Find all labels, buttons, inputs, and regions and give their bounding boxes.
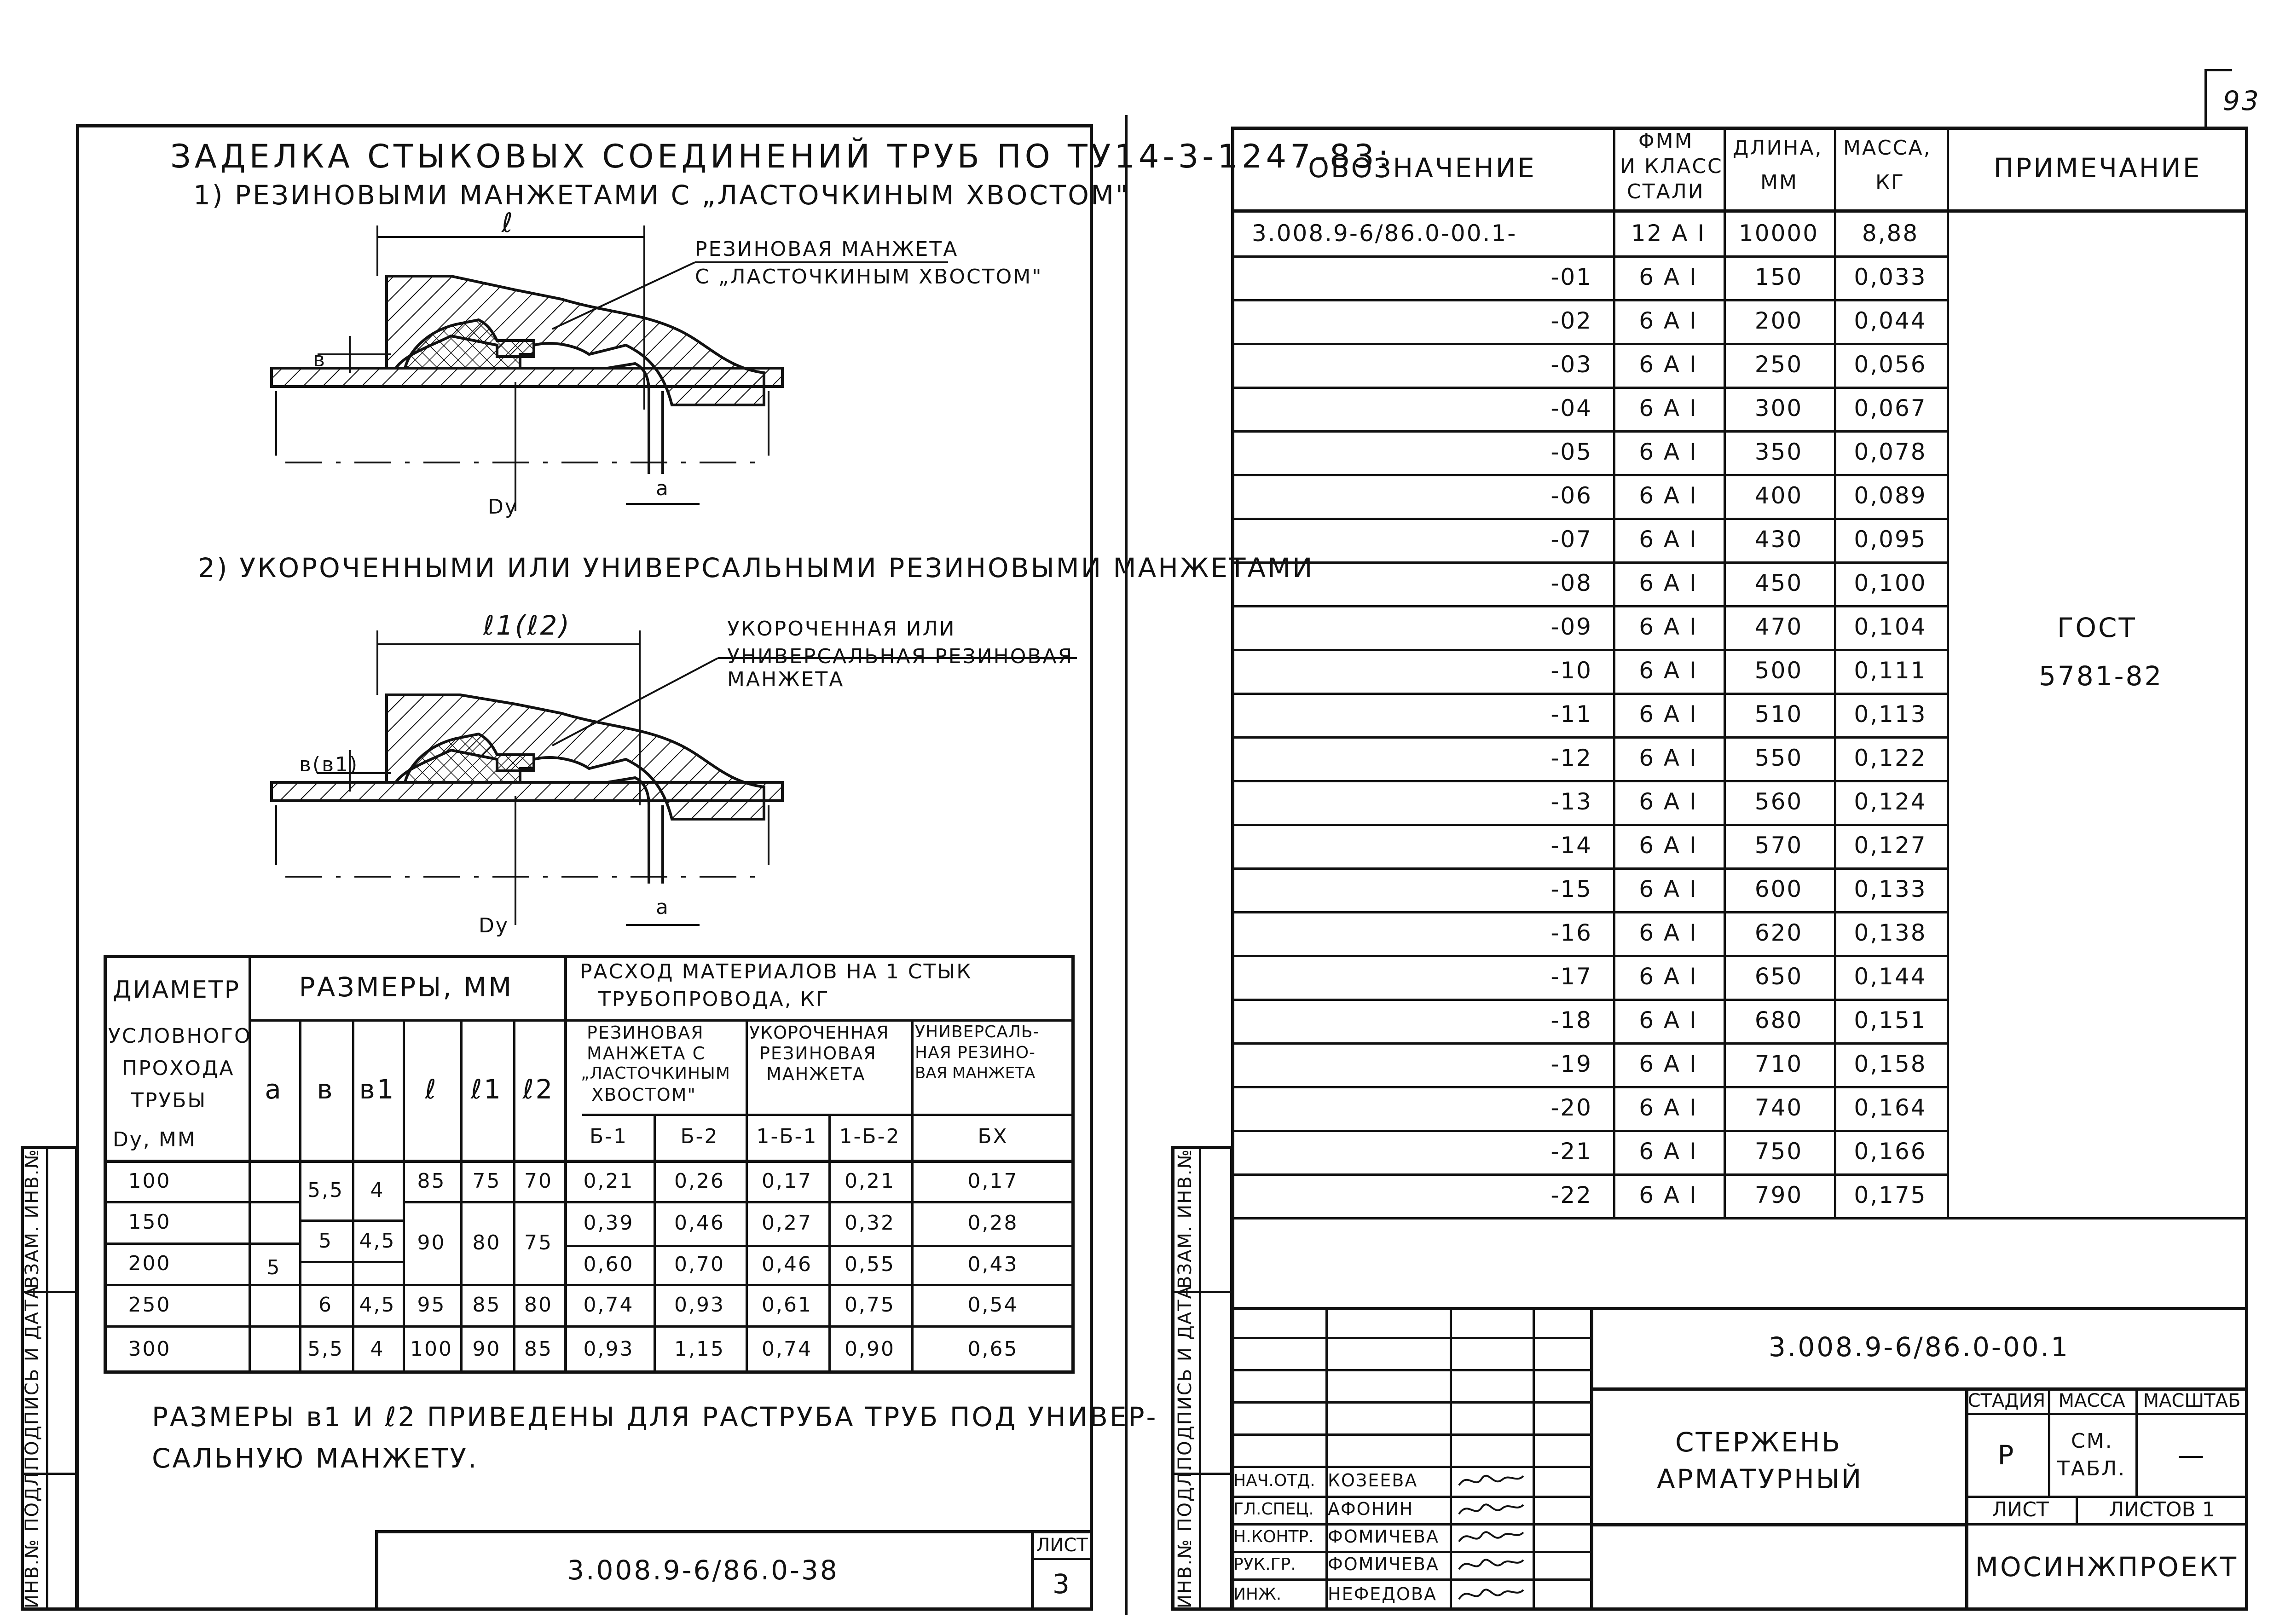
td-length: 750 xyxy=(1754,1138,1803,1165)
stage-value: Р xyxy=(1997,1439,2016,1471)
fig1-dim-dy: Dу xyxy=(488,495,518,519)
td-designation: -04 xyxy=(1550,395,1592,422)
td-designation: -03 xyxy=(1550,351,1592,378)
td-length: 350 xyxy=(1754,439,1803,466)
td-designation: -14 xyxy=(1550,832,1592,859)
th-diameter-3: СТАЛИ xyxy=(1627,180,1705,203)
td-bx: 0,28 xyxy=(967,1211,1018,1235)
staff-name: КОЗЕЕВА xyxy=(1328,1470,1418,1491)
td-designation: -15 xyxy=(1550,876,1592,903)
th-mat-1b2: 1-Б-2 xyxy=(839,1124,901,1148)
th-note: ПРИМЕЧАНИЕ xyxy=(1993,152,2202,184)
td-diameter-class: 6 A I xyxy=(1639,1007,1698,1034)
td-mass: 0,164 xyxy=(1854,1094,1927,1121)
fig1-callout-1: РЕЗИНОВАЯ МАНЖЕТА xyxy=(695,237,959,261)
td-designation: -17 xyxy=(1550,963,1592,990)
td-mass: 0,124 xyxy=(1854,788,1927,815)
td-l: 95 xyxy=(417,1293,446,1317)
th-mat-b2: Б-2 xyxy=(680,1124,719,1148)
td-b-1: 0,21 xyxy=(583,1169,634,1193)
signature xyxy=(1450,1578,1533,1611)
fig2-callout-2: УНИВЕРСАЛЬНАЯ РЕЗИНОВАЯ xyxy=(727,645,1074,668)
staff-role: ИНЖ. xyxy=(1233,1585,1282,1604)
td-diam: 100 xyxy=(128,1169,171,1193)
title-name-1: СТЕРЖЕНЬ xyxy=(1675,1427,1842,1458)
td-diameter-class: 6 A I xyxy=(1639,1138,1698,1165)
td-1b-2: 0,75 xyxy=(845,1293,895,1317)
td-diameter-class: 6 A I xyxy=(1639,1182,1698,1209)
td-diameter-class: 6 A I xyxy=(1639,570,1698,597)
td-mass: 0,089 xyxy=(1854,482,1927,509)
td-b-1: 0,93 xyxy=(583,1337,634,1361)
td-bx: 0,54 xyxy=(967,1293,1018,1317)
td-mass: 8,88 xyxy=(1862,220,1919,247)
td-diam: 150 xyxy=(128,1210,171,1234)
fig2-callout-1: УКОРОЧЕННАЯ ИЛИ xyxy=(727,617,956,641)
fig2-dim-a: a xyxy=(656,896,670,919)
td-l2: 80 xyxy=(524,1293,553,1317)
title-name-2: АРМАТУРНЫЙ xyxy=(1657,1463,1863,1495)
td-length: 430 xyxy=(1754,526,1803,553)
td-mass: 0,175 xyxy=(1854,1182,1927,1209)
th-group2-1: УКОРОЧЕННАЯ xyxy=(749,1023,889,1043)
td-1b-1: 0,61 xyxy=(762,1293,812,1317)
td-diameter-class: 6 A I xyxy=(1639,963,1698,990)
td-b: 5 xyxy=(318,1229,333,1253)
left-title: ЗАДЕЛКА СТЫКОВЫХ СОЕДИНЕНИЙ ТРУБ ПО ТУ14-3-1247-83: xyxy=(170,138,1393,175)
fig2-callout-3: МАНЖЕТА xyxy=(727,668,845,691)
td-mass: 0,133 xyxy=(1854,876,1927,903)
th-group1-3: „ЛАСТОЧКИНЫМ xyxy=(581,1064,730,1083)
td-l: 85 xyxy=(417,1169,446,1193)
th-diam-2: УСЛОВНОГО xyxy=(108,1024,252,1048)
td-diameter-class: 6 A I xyxy=(1639,526,1698,553)
signature xyxy=(1450,1496,1533,1523)
td-diameter-class: 6 A I xyxy=(1639,613,1698,641)
th-length-2: ММ xyxy=(1760,171,1798,194)
td-l: 90 xyxy=(417,1231,446,1254)
td-diameter-class: 6 A I xyxy=(1639,439,1698,466)
td-1b-1: 0,46 xyxy=(762,1253,812,1277)
th-designation: ОБОЗНАЧЕНИЕ xyxy=(1308,152,1536,184)
td-designation: -07 xyxy=(1550,526,1592,553)
td-l: 100 xyxy=(410,1337,453,1361)
td-mass: 0,056 xyxy=(1854,351,1927,378)
td-diameter-class: 6 A I xyxy=(1639,482,1698,509)
td-diameter-class: 6 A I xyxy=(1639,351,1698,378)
th-col-b1: в1 xyxy=(359,1074,396,1105)
td-mass: 0,127 xyxy=(1854,832,1927,859)
note-gost-1: ГОСТ xyxy=(2057,612,2137,643)
th-col-l2: ℓ2 xyxy=(522,1074,555,1105)
signature xyxy=(1450,1523,1533,1551)
td-b-2: 1,15 xyxy=(674,1337,725,1361)
staff-name: АФОНИН xyxy=(1328,1499,1414,1520)
td-length: 200 xyxy=(1754,307,1803,335)
td-length: 450 xyxy=(1754,570,1803,597)
td-diameter-class: 6 A I xyxy=(1639,395,1698,422)
th-col-b: в xyxy=(317,1074,335,1105)
td-length: 510 xyxy=(1754,701,1803,728)
th-length-1: ДЛИНА, xyxy=(1733,136,1823,160)
td-1b-2: 0,55 xyxy=(845,1253,895,1277)
th-group2-3: МАНЖЕТА xyxy=(766,1064,866,1084)
td-b-1: 0,39 xyxy=(583,1211,634,1235)
td-diameter-class: 6 A I xyxy=(1639,919,1698,947)
td-length: 500 xyxy=(1754,657,1803,684)
td-length: 620 xyxy=(1754,919,1803,947)
td-diameter-class: 6 A I xyxy=(1639,701,1698,728)
td-1b-1: 0,27 xyxy=(762,1211,812,1235)
td-designation: -19 xyxy=(1550,1051,1592,1078)
fig1-dim-b: в xyxy=(313,348,326,371)
note-line-1: РАЗМЕРЫ в1 И ℓ2 ПРИВЕДЕНЫ ДЛЯ РАСТРУБА ТРУБ ПОД УНИВЕР- xyxy=(152,1401,1158,1433)
td-length: 250 xyxy=(1754,351,1803,378)
td-diameter-class: 6 A I xyxy=(1639,1094,1698,1121)
th-group1-1: РЕЗИНОВАЯ xyxy=(587,1023,704,1043)
fig2-dim-l: ℓ1(ℓ2) xyxy=(483,610,571,641)
td-l1: 85 xyxy=(472,1293,501,1317)
td-designation: -02 xyxy=(1550,307,1592,335)
td-l1: 75 xyxy=(472,1169,501,1193)
note-gost-2: 5781-82 xyxy=(2039,660,2164,692)
td-designation: -08 xyxy=(1550,570,1592,597)
td-mass: 0,166 xyxy=(1854,1138,1927,1165)
th-col-l: ℓ xyxy=(425,1074,438,1105)
td-length: 680 xyxy=(1754,1007,1803,1034)
td-designation: 3.008.9-6/86.0-00.1- xyxy=(1252,220,1517,247)
mass-label: МАССА xyxy=(2058,1390,2125,1411)
td-length: 10000 xyxy=(1738,220,1819,247)
td-length: 600 xyxy=(1754,876,1803,903)
left-subtitle-1: 1) РЕЗИНОВЫМИ МАНЖЕТАМИ С „ЛАСТОЧКИНЫМ ХВОСТОМ" xyxy=(193,179,1130,211)
td-designation: -13 xyxy=(1550,788,1592,815)
th-diameter-1: ΦММ xyxy=(1638,129,1694,153)
td-length: 560 xyxy=(1754,788,1803,815)
td-b-2: 0,70 xyxy=(674,1253,725,1277)
td-mass: 0,095 xyxy=(1854,526,1927,553)
td-bx: 0,17 xyxy=(967,1169,1018,1193)
td-diameter-class: 12 A I xyxy=(1631,220,1706,247)
th-diam-3: ПРОХОДА xyxy=(122,1057,235,1080)
td-diameter-class: 6 A I xyxy=(1639,307,1698,335)
td-designation: -11 xyxy=(1550,701,1592,728)
td-length: 400 xyxy=(1754,482,1803,509)
page-number: 93 xyxy=(2223,85,2261,116)
td-mass: 0,138 xyxy=(1854,919,1927,947)
td-length: 790 xyxy=(1754,1182,1803,1209)
td-designation: -18 xyxy=(1550,1007,1592,1034)
td-1b-2: 0,90 xyxy=(845,1337,895,1361)
td-designation: -16 xyxy=(1550,919,1592,947)
td-mass: 0,033 xyxy=(1854,264,1927,291)
fig2-dim-dy: Dу xyxy=(479,914,509,937)
th-group3-1: УНИВЕРСАЛЬ- xyxy=(915,1023,1040,1041)
th-consumption-2: ТРУБОПРОВОДА, КГ xyxy=(598,988,830,1011)
title-doc-code: 3.008.9-6/86.0-00.1 xyxy=(1769,1331,2070,1363)
td-mass: 0,044 xyxy=(1854,307,1927,335)
td-b: 5,5 xyxy=(307,1179,344,1202)
td-mass: 0,100 xyxy=(1854,570,1927,597)
td-length: 740 xyxy=(1754,1094,1803,1121)
td-designation: -22 xyxy=(1550,1182,1592,1209)
th-group1-4: ХВОСТОМ" xyxy=(591,1085,696,1105)
signature xyxy=(1450,1466,1533,1496)
td-a: 5 xyxy=(266,1255,281,1279)
staff-name: ФОМИЧЕВА xyxy=(1328,1526,1439,1547)
td-b: 5,5 xyxy=(307,1337,344,1361)
th-sizes: РАЗМЕРЫ, ММ xyxy=(299,971,514,1003)
td-1b-1: 0,74 xyxy=(762,1337,812,1361)
td-designation: -12 xyxy=(1550,745,1592,772)
td-diameter-class: 6 A I xyxy=(1639,1051,1698,1078)
td-length: 570 xyxy=(1754,832,1803,859)
th-consumption: РАСХОД МАТЕРИАЛОВ НА 1 СТЫК xyxy=(580,960,972,983)
td-l1: 90 xyxy=(472,1337,501,1361)
th-col-l1: ℓ1 xyxy=(471,1074,503,1105)
th-diam-5: Dу, ММ xyxy=(113,1128,197,1151)
td-diameter-class: 6 A I xyxy=(1639,876,1698,903)
td-bx: 0,43 xyxy=(967,1253,1018,1277)
td-diameter-class: 6 A I xyxy=(1639,832,1698,859)
td-length: 550 xyxy=(1754,745,1803,772)
th-mat-bx: БХ xyxy=(978,1124,1008,1148)
side-label-inv: ИНВ.№ ПОДЛ. xyxy=(1174,1464,1196,1608)
td-designation: -10 xyxy=(1550,657,1592,684)
td-diameter-class: 6 A I xyxy=(1639,264,1698,291)
th-col-a: a xyxy=(265,1074,283,1105)
th-group3-3: ВАЯ МАНЖЕТА xyxy=(915,1064,1036,1082)
td-b-2: 0,26 xyxy=(674,1169,725,1193)
td-b: 6 xyxy=(318,1293,333,1317)
organization: МОСИНЖПРОЕКТ xyxy=(1975,1551,2239,1583)
td-b1: 4 xyxy=(370,1337,385,1361)
th-group1-2: МАНЖЕТА С xyxy=(587,1043,706,1063)
fig1-dim-a: a xyxy=(656,477,670,500)
td-designation: -09 xyxy=(1550,613,1592,641)
td-mass: 0,111 xyxy=(1854,657,1927,684)
td-l2: 75 xyxy=(524,1231,553,1254)
sheet-label: ЛИСТ xyxy=(1036,1534,1088,1556)
th-mat-1b1: 1-Б-1 xyxy=(756,1124,818,1148)
td-bx: 0,65 xyxy=(967,1337,1018,1361)
td-mass: 0,113 xyxy=(1854,701,1927,728)
staff-role: РУК.ГР. xyxy=(1233,1555,1296,1574)
td-mass: 0,144 xyxy=(1854,963,1927,990)
td-1b-2: 0,32 xyxy=(845,1211,895,1235)
td-b-1: 0,74 xyxy=(583,1293,634,1317)
figure-1-dovetail-joint xyxy=(258,216,1086,538)
staff-role: Н.КОНТР. xyxy=(1233,1527,1314,1547)
td-b1: 4 xyxy=(370,1179,385,1202)
td-length: 710 xyxy=(1754,1051,1803,1078)
th-mass-1: МАССА, xyxy=(1843,136,1932,160)
td-designation: -21 xyxy=(1550,1138,1592,1165)
sheet-number: 3 xyxy=(1053,1568,1071,1600)
fig2-dim-b: в(в1) xyxy=(299,753,359,776)
side-label-vzam: ВЗАМ. ИНВ.№ xyxy=(22,1148,43,1289)
td-l2: 85 xyxy=(524,1337,553,1361)
td-1b-1: 0,17 xyxy=(762,1169,812,1193)
th-diam-4: ТРУБЫ xyxy=(131,1089,207,1112)
td-mass: 0,158 xyxy=(1854,1051,1927,1078)
left-doc-code: 3.008.9-6/86.0-38 xyxy=(567,1555,839,1586)
th-mass-2: КГ xyxy=(1875,171,1905,194)
note-line-2: САЛЬНУЮ МАНЖЕТУ. xyxy=(152,1443,479,1474)
td-b-1: 0,60 xyxy=(583,1253,634,1277)
td-length: 150 xyxy=(1754,264,1803,291)
td-length: 470 xyxy=(1754,613,1803,641)
scale-label: МАСШТАБ xyxy=(2143,1390,2241,1411)
td-l1: 80 xyxy=(472,1231,501,1254)
td-b1: 4,5 xyxy=(359,1229,396,1253)
td-mass: 0,104 xyxy=(1854,613,1927,641)
side-label-inv: ИНВ.№ ПОДЛ. xyxy=(22,1464,43,1608)
sheets-count: ЛИСТОВ 1 xyxy=(2109,1497,2215,1521)
staff-name: ФОМИЧЕВА xyxy=(1328,1554,1439,1575)
td-diameter-class: 6 A I xyxy=(1639,657,1698,684)
th-mat-b1: Б-1 xyxy=(589,1124,628,1148)
td-designation: -05 xyxy=(1550,439,1592,466)
sheet-label-right: ЛИСТ xyxy=(1992,1497,2049,1521)
td-diam: 200 xyxy=(128,1251,171,1275)
stage-label: СТАДИЯ xyxy=(1967,1390,2046,1411)
th-diameter-2: И КЛАСС xyxy=(1620,155,1723,178)
staff-name: НЕФЕДОВА xyxy=(1328,1584,1437,1605)
side-label-signature: ПОДПИСЬ И ДАТА xyxy=(22,1285,43,1470)
staff-role: ГЛ.СПЕЦ. xyxy=(1233,1500,1314,1519)
td-b-2: 0,93 xyxy=(674,1293,725,1317)
left-subtitle-2: 2) УКОРОЧЕННЫМИ ИЛИ УНИВЕРСАЛЬНЫМИ РЕЗИНОВЫМИ МАНЖЕТАМИ xyxy=(198,552,1314,584)
signature xyxy=(1450,1551,1533,1578)
td-designation: -01 xyxy=(1550,264,1592,291)
td-length: 650 xyxy=(1754,963,1803,990)
staff-role: НАЧ.ОТД. xyxy=(1233,1471,1315,1490)
td-1b-2: 0,21 xyxy=(845,1169,895,1193)
th-group2-2: РЕЗИНОВАЯ xyxy=(759,1043,877,1063)
th-diam-1: ДИАМЕТР xyxy=(113,976,240,1004)
td-designation: -06 xyxy=(1550,482,1592,509)
side-label-signature: ПОДПИСЬ И ДАТА xyxy=(1174,1285,1196,1470)
td-mass: 0,151 xyxy=(1854,1007,1927,1034)
fig1-dim-l: ℓ xyxy=(502,207,515,238)
td-diam: 300 xyxy=(128,1337,171,1361)
sheet-separator xyxy=(1125,115,1128,1615)
td-designation: -20 xyxy=(1550,1094,1592,1121)
mass-value-2: ТАБЛ. xyxy=(2057,1457,2126,1480)
td-mass: 0,067 xyxy=(1854,395,1927,422)
td-diam: 250 xyxy=(128,1293,171,1317)
td-mass: 0,078 xyxy=(1854,439,1927,466)
td-mass: 0,122 xyxy=(1854,745,1927,772)
th-group3-2: НАЯ РЕЗИНО- xyxy=(915,1043,1036,1062)
td-l2: 70 xyxy=(524,1169,553,1193)
td-diameter-class: 6 A I xyxy=(1639,745,1698,772)
td-diameter-class: 6 A I xyxy=(1639,788,1698,815)
mass-value-1: СМ. xyxy=(2071,1429,2113,1453)
side-label-vzam: ВЗАМ. ИНВ.№ xyxy=(1174,1148,1196,1289)
scale-value: — xyxy=(2177,1439,2206,1471)
td-b1: 4,5 xyxy=(359,1293,396,1317)
fig1-callout-2: С „ЛАСТОЧКИНЫМ ХВОСТОМ" xyxy=(695,265,1043,289)
td-b-2: 0,46 xyxy=(674,1211,725,1235)
td-length: 300 xyxy=(1754,395,1803,422)
